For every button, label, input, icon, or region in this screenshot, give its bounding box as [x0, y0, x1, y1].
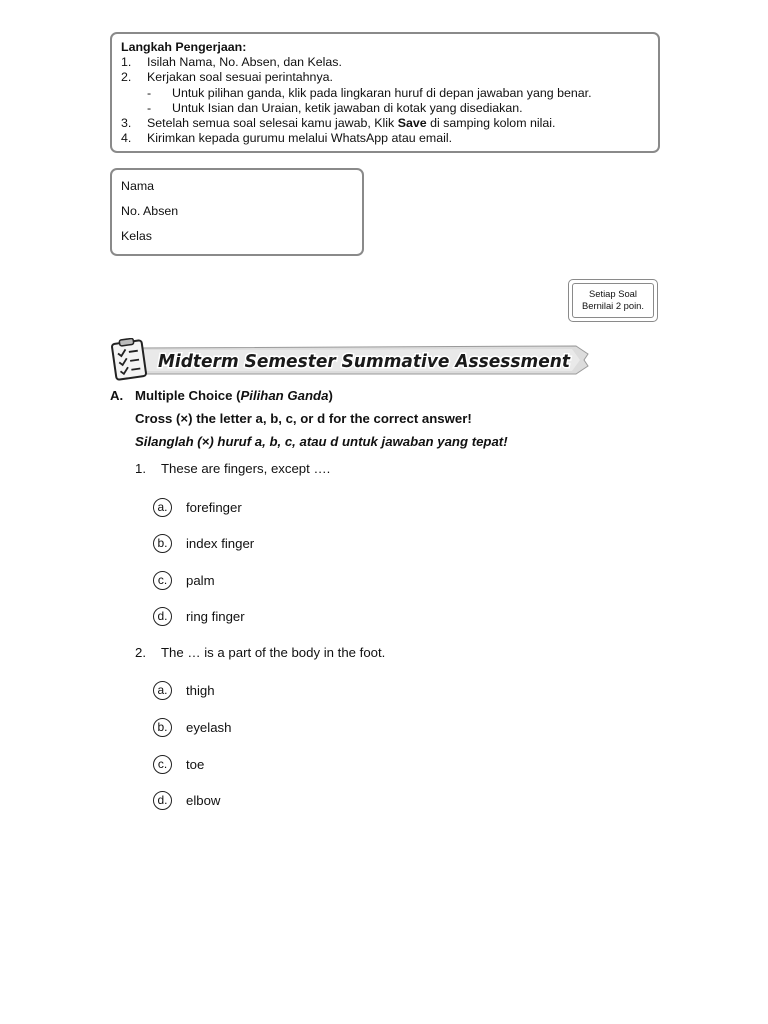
score-badge-line: Bernilai 2 poin.	[581, 300, 645, 311]
save-keyword: Save	[397, 116, 427, 131]
answer-option	[153, 679, 215, 701]
answer-text: thigh	[186, 682, 215, 698]
question-text: The … is a part of the body in the foot.	[161, 645, 386, 660]
answer-circle[interactable]: d.	[153, 607, 172, 626]
substep-text: Untuk Isian dan Uraian, ketik jawaban di kotak yang disediakan.	[172, 100, 523, 115]
answer-text: index finger	[186, 535, 255, 551]
score-badge	[568, 279, 658, 322]
answer-text: forefinger	[186, 499, 242, 515]
answer-text: toe	[186, 756, 205, 772]
class-label: Kelas	[121, 229, 152, 243]
answer-option	[153, 532, 254, 554]
answer-circle[interactable]: a.	[153, 498, 172, 517]
question-number: 1.	[135, 461, 146, 476]
step-number: 3.	[121, 116, 132, 131]
question-number: 2.	[135, 645, 146, 660]
instruction-step	[121, 70, 650, 85]
section-title-italic: Pilihan Ganda	[240, 388, 329, 403]
step-number: 1.	[121, 55, 132, 70]
answer-circle[interactable]: b.	[153, 718, 172, 737]
instruction-english: Cross (×) the letter a, b, c, or d for the correct answer!	[135, 411, 472, 426]
substep-dash: -	[147, 85, 152, 100]
identity-box	[110, 168, 364, 256]
answer-option	[153, 753, 204, 775]
step-number: 4.	[121, 131, 132, 146]
answer-circle[interactable]: a.	[153, 681, 172, 700]
instruction-substep	[121, 86, 650, 101]
instruction-indonesian: Silanglah (×) huruf a, b, c, atau d untuk jawaban yang tepat!	[135, 434, 508, 449]
section-title-text: Multiple Choice (	[135, 388, 241, 403]
answer-text: elbow	[186, 792, 221, 808]
answer-option	[153, 605, 245, 627]
answer-circle[interactable]: b.	[153, 534, 172, 553]
section-title	[135, 388, 333, 403]
answer-circle[interactable]: c.	[153, 571, 172, 590]
name-label: Nama	[121, 179, 155, 193]
answer-text: ring finger	[186, 608, 245, 624]
step-text: di samping kolom nilai.	[426, 116, 556, 131]
score-badge-line: Setiap Soal	[589, 288, 637, 299]
answer-option	[153, 569, 215, 591]
instruction-step	[121, 116, 650, 131]
instructions-title: Langkah Pengerjaan:	[121, 40, 247, 54]
substep-dash: -	[147, 100, 152, 115]
checklist-icon	[112, 338, 147, 380]
section-title-end: )	[328, 388, 333, 403]
banner-title: Midterm Semester Summative Assessment	[158, 352, 571, 372]
step-number: 2.	[121, 70, 132, 85]
instruction-step	[121, 131, 650, 146]
instruction-substep	[121, 101, 650, 116]
step-text: Isilah Nama, No. Absen, dan Kelas.	[147, 55, 342, 70]
assessment-banner	[106, 338, 606, 382]
answer-option	[153, 496, 242, 518]
step-text: Kirimkan kepada gurumu melalui WhatsApp atau email.	[147, 131, 453, 146]
instruction-step	[121, 55, 650, 70]
answer-option	[153, 716, 231, 738]
answer-circle[interactable]: d.	[153, 791, 172, 810]
question-text: These are fingers, except ….	[161, 461, 331, 476]
answer-text: eyelash	[186, 719, 232, 735]
score-badge-inner	[572, 283, 654, 318]
instructions-box	[110, 32, 660, 153]
answer-circle[interactable]: c.	[153, 755, 172, 774]
step-text: Kerjakan soal sesuai perintahnya.	[147, 70, 333, 85]
answer-option	[153, 789, 220, 811]
section-letter: A.	[110, 388, 124, 403]
answer-text: palm	[186, 572, 215, 588]
absen-label: No. Absen	[121, 204, 179, 218]
substep-text: Untuk pilihan ganda, klik pada lingkaran huruf di depan jawaban yang benar.	[172, 85, 592, 100]
step-text: Setelah semua soal selesai kamu jawab, Klik	[147, 116, 398, 131]
